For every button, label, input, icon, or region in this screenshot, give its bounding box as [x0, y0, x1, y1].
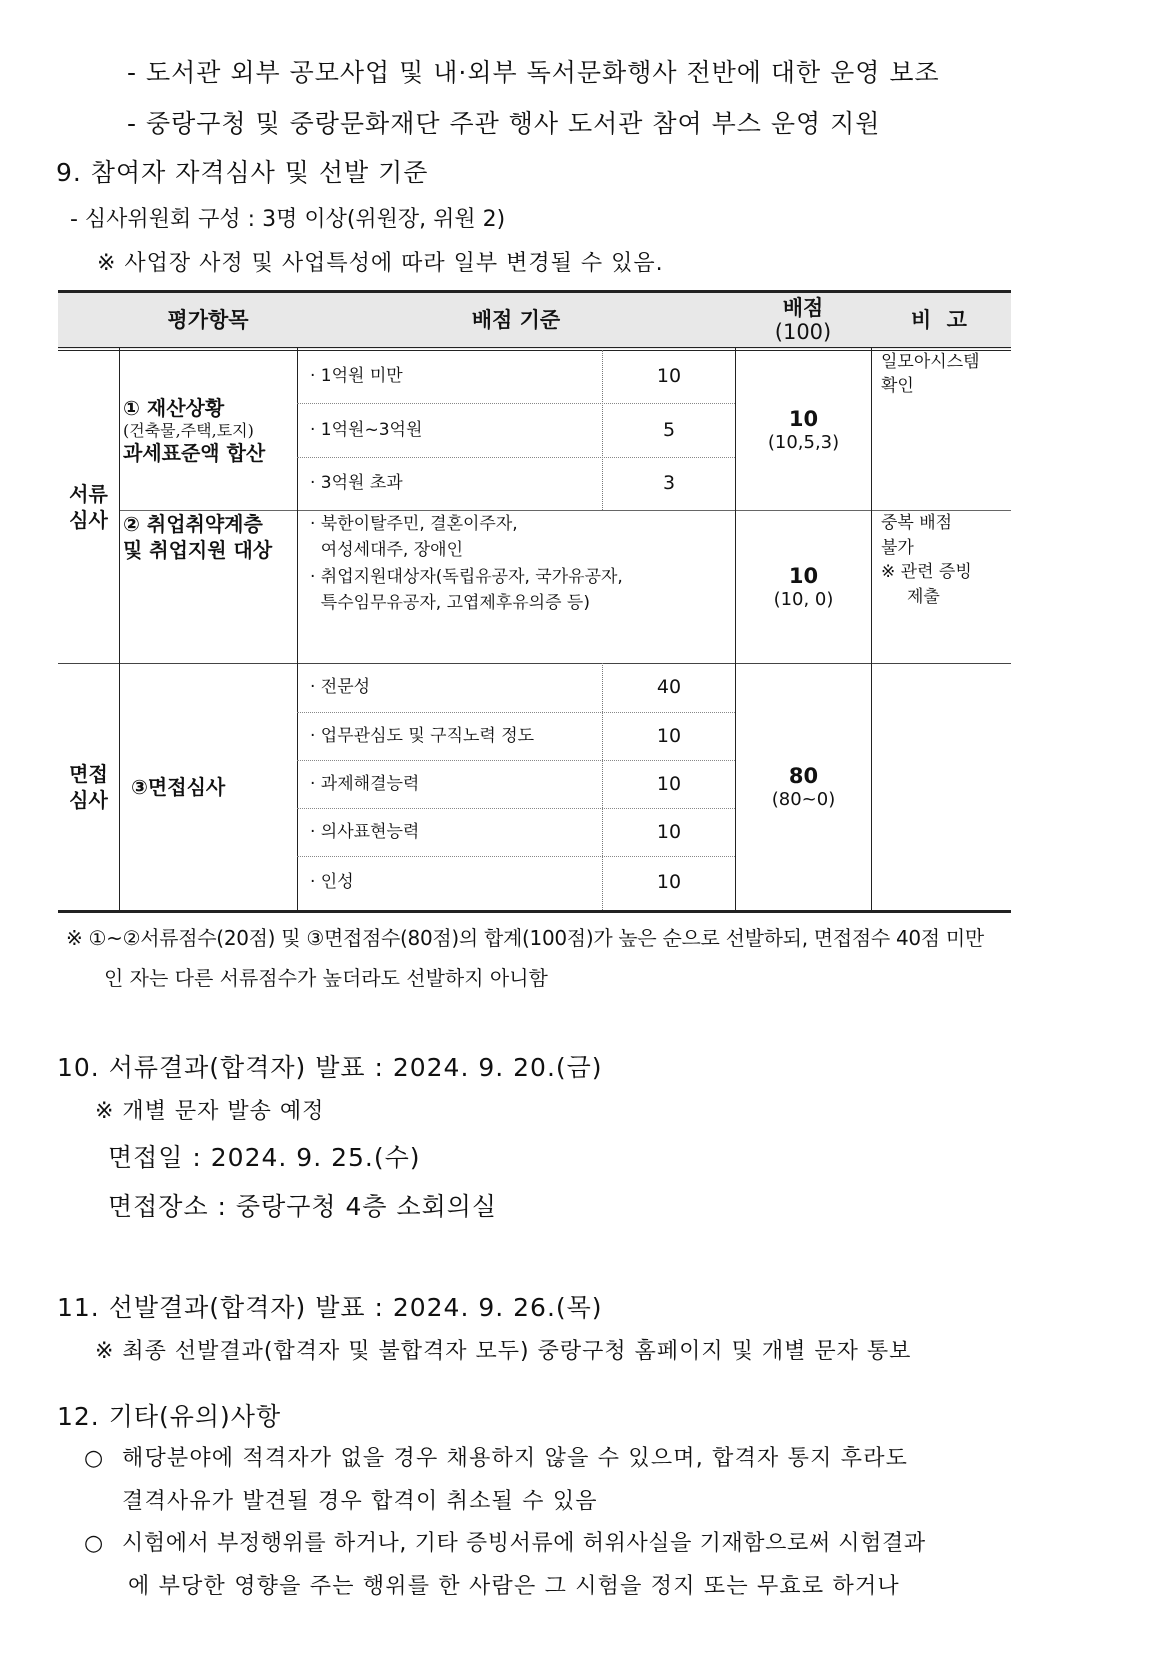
col-rule-4: [871, 290, 872, 912]
criteria-points: 3: [662, 472, 676, 495]
criteria-label: · 업무관심도 및 구직노력 정도: [310, 725, 535, 746]
col-rule-1: [119, 290, 120, 912]
item-vulnerable-line1: ② 취업취약계층: [123, 512, 263, 536]
intro-line-2: - 중랑구청 및 중랑문화재단 주관 행사 도서관 참여 부스 운영 지원: [127, 109, 881, 138]
criteria-line: 특수임무유공자, 고엽제후유의증 등): [310, 593, 590, 614]
criteria-points: 10: [656, 871, 682, 894]
group-interview: [58, 664, 119, 910]
header-criteria: 배점 기준: [297, 293, 735, 347]
criteria-label: · 1억원~3억원: [310, 419, 423, 440]
criteria-line: · 북한이탈주민, 결혼이주자,: [310, 514, 518, 534]
group-label-line2: 심사: [69, 508, 108, 532]
score-value: 10: [788, 407, 819, 432]
criteria-line: 여성세대주, 장애인: [310, 540, 463, 561]
score-vulnerable: [736, 511, 871, 663]
section11-title: 11. 선발결과(합격자) 발표 : 2024. 9. 26.(목): [57, 1293, 603, 1322]
section11-note: ※ 최종 선발결과(합격자 및 불합격자 모두) 중랑구청 홈페이지 및 개별 문자 통보: [95, 1339, 912, 1364]
notice-item-1-line2: 결격사유가 발견될 경우 합격이 취소될 수 있음: [122, 1489, 598, 1514]
col-rule-2: [297, 290, 298, 912]
criteria-points: 40: [656, 676, 682, 699]
group-label-line1: 서류: [69, 482, 108, 506]
notice-item-2-line2: 에 부당한 영향을 주는 행위를 한 사람은 그 시험을 정지 또는 무효로 하거나: [128, 1574, 900, 1599]
item-vulnerable: [123, 511, 295, 663]
section10-note: ※ 개별 문자 발송 예정: [95, 1099, 325, 1124]
section10-title: 10. 서류결과(합격자) 발표 : 2024. 9. 20.(금): [57, 1053, 603, 1082]
item-property-sub: (건축물,주택,토지): [123, 420, 254, 440]
remarks-vulnerable: [881, 511, 1009, 663]
criteria-label: · 3억원 초과: [310, 473, 403, 494]
item-property: [123, 351, 295, 510]
item-property-basis: 과세표준액 합산: [123, 440, 266, 465]
header-rule-a: [58, 347, 1011, 348]
bullet-icon: ○: [84, 1446, 104, 1471]
criteria-label: · 과제해결능력: [310, 773, 420, 794]
header-score-label: 배점: [782, 295, 824, 320]
item-property-title: ① 재산상황: [123, 395, 225, 420]
criteria-points: 10: [656, 365, 682, 388]
criteria-points: 5: [662, 418, 676, 441]
score-detail: (80~0): [771, 788, 836, 810]
committee-composition: - 심사위원회 구성 : 3명 이상(위원장, 위원 2): [70, 207, 506, 232]
criteria-label: · 1억원 미만: [310, 366, 403, 387]
header-item: 평가항목: [119, 293, 297, 347]
item-interview: ③면접심사: [131, 774, 226, 799]
score-detail: (10,5,3): [767, 432, 840, 454]
group-label-line2: 심사: [69, 788, 108, 812]
table-footnote-line2: 인 자는 다른 서류점수가 높더라도 선발하지 아니함: [104, 966, 548, 990]
criteria-vulnerable: [310, 511, 730, 663]
remarks-line: 중복 배점: [881, 513, 953, 533]
table-footnote-line1: ※ ①~②서류점수(20점) 및 ③면접점수(80점)의 합계(100점)가 높은 순으로 선발하되, 면접점수 40점 미만: [66, 926, 984, 950]
intro-line-1: - 도서관 외부 공모사업 및 내·외부 독서문화행사 전반에 대한 운영 보조: [127, 58, 940, 87]
score-value: 80: [788, 763, 819, 788]
header-remarks: 비 고: [871, 293, 1011, 347]
notice-item-1-line1: 해당분야에 적격자가 없을 경우 채용하지 않을 수 있으며, 합격자 통지 후라도: [122, 1446, 909, 1471]
remarks-line: 일모아시스템: [881, 352, 980, 372]
evaluation-table: [58, 290, 1011, 912]
criteria-line: · 취업지원대상자(독립유공자, 국가유공자,: [310, 566, 623, 587]
table-bottom-rule: [58, 910, 1011, 913]
header-score: [735, 293, 871, 347]
section9-title: 9. 참여자 자격심사 및 선발 기준: [56, 158, 429, 187]
remarks-line: 불가: [881, 537, 914, 558]
group-document-review: [58, 351, 119, 663]
score-interview: [736, 664, 871, 910]
bullet-icon: ○: [84, 1531, 104, 1556]
interview-date: 면접일 : 2024. 9. 25.(수): [108, 1143, 421, 1172]
remarks-line: ※ 관련 증빙: [881, 562, 972, 583]
remarks-line: 확인: [881, 375, 914, 396]
score-value: 10: [788, 563, 819, 588]
criteria-label: · 전문성: [310, 677, 371, 698]
remarks-property: [881, 351, 1009, 510]
notice-item-2-line1: 시험에서 부정행위를 하거나, 기타 증빙서류에 허위사실을 기재함으로써 시험결과: [122, 1531, 926, 1556]
criteria-label: · 인성: [310, 872, 354, 893]
criteria-label: · 의사표현능력: [310, 821, 420, 842]
remarks-line: 제출: [907, 586, 940, 607]
score-property: [736, 351, 871, 510]
item-vulnerable-line2: 및 취업지원 대상: [123, 538, 273, 562]
group-label-line1: 면접: [69, 762, 108, 786]
header-score-total: (100): [774, 320, 832, 344]
criteria-points: 10: [656, 820, 682, 843]
section12-title: 12. 기타(유의)사항: [57, 1402, 282, 1431]
criteria-points: 10: [656, 724, 682, 747]
criteria-points: 10: [656, 772, 682, 795]
score-detail: (10, 0): [773, 588, 834, 610]
interview-place: 면접장소 : 중랑구청 4층 소회의실: [108, 1192, 498, 1221]
section9-note: ※ 사업장 사정 및 사업특성에 따라 일부 변경될 수 있음.: [97, 251, 664, 276]
